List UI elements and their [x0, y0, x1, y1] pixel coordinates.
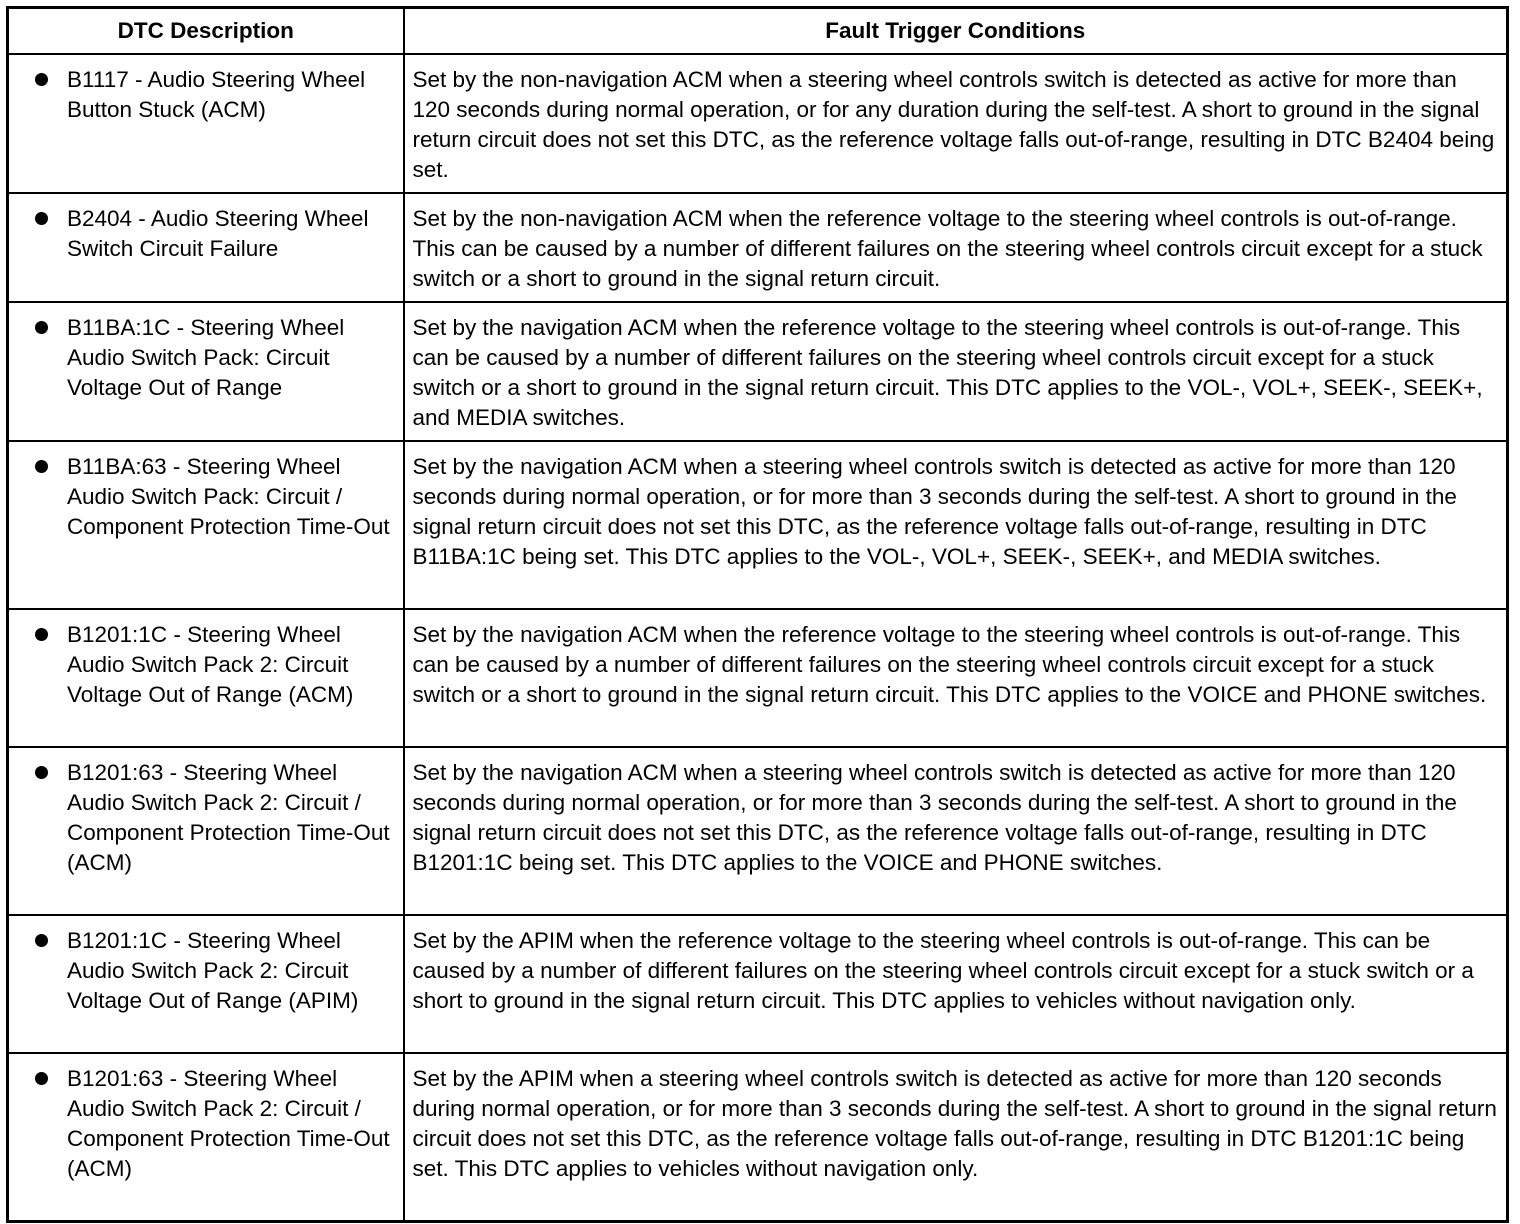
fault-conditions-cell: Set by the non-navigation ACM when the reference voltage to the steering wheel controls is out-of-range. This can be caused by a number of different failures on the steering wheel controls circuit except for a stuck switch or a short to ground in the signal return circuit. — [404, 193, 1508, 302]
dtc-description: B1201:1C - Steering Wheel Audio Switch Pack 2: Circuit Voltage Out of Range (ACM) — [67, 622, 354, 707]
bullet-icon — [35, 1072, 48, 1085]
dtc-description-cell — [8, 193, 404, 302]
bullet-icon — [35, 73, 48, 86]
dtc-description-cell — [8, 609, 404, 747]
dtc-description-cell — [8, 747, 404, 915]
bullet-icon — [35, 766, 48, 779]
dtc-description: B1201:1C - Steering Wheel Audio Switch Pack 2: Circuit Voltage Out of Range (APIM) — [67, 928, 359, 1013]
dtc-description-cell — [8, 915, 404, 1053]
fault-conditions-cell: Set by the APIM when the reference voltage to the steering wheel controls is out-of-range. This can be caused by a number of different failures on the steering wheel controls circuit except for a stuck switch or a short to ground in the signal return circuit. This DTC applies to vehicles without navigation only. — [404, 915, 1508, 1053]
fault-conditions-cell: Set by the non-navigation ACM when a steering wheel controls switch is detected as active for more than 120 seconds during normal operation, or for any duration during the self-test. A short to ground in the signal return circuit does not set this DTC, as the reference voltage falls out-of-range, resulting in DTC B2404 being set. — [404, 54, 1508, 193]
table-row — [8, 747, 1508, 915]
dtc-description-cell — [8, 1053, 404, 1221]
table-row — [8, 1053, 1508, 1221]
dtc-description-cell — [8, 441, 404, 609]
bullet-icon — [35, 321, 48, 334]
table-row — [8, 302, 1508, 441]
table-row — [8, 441, 1508, 609]
dtc-description-cell — [8, 54, 404, 193]
table-row — [8, 193, 1508, 302]
dtc-description: B1201:63 - Steering Wheel Audio Switch Pack 2: Circuit / Component Protection Time-Out (ACM) — [67, 1066, 390, 1181]
dtc-description-cell — [8, 302, 404, 441]
header-row — [8, 8, 1508, 55]
bullet-icon — [35, 460, 48, 473]
fault-conditions-cell: Set by the APIM when a steering wheel controls switch is detected as active for more than 120 seconds during normal operation, or for more than 3 seconds during the self-test. A short to ground in the signal return circuit does not set this DTC, as the reference voltage falls out-of-range, resulting in DTC B1201:1C being set. This DTC applies to vehicles without navigation only. — [404, 1053, 1508, 1221]
table-row — [8, 609, 1508, 747]
fault-conditions-cell: Set by the navigation ACM when a steering wheel controls switch is detected as active for more than 120 seconds during normal operation, or for more than 3 seconds during the self-test. A short to ground in the signal return circuit does not set this DTC, as the reference voltage falls out-of-range, resulting in DTC B1201:1C being set. This DTC applies to the VOICE and PHONE switches. — [404, 747, 1508, 915]
bullet-icon — [35, 212, 48, 225]
fault-conditions-cell: Set by the navigation ACM when a steering wheel controls switch is detected as active for more than 120 seconds during normal operation, or for more than 3 seconds during the self-test. A short to ground in the signal return circuit does not set this DTC, as the reference voltage falls out-of-range, resulting in DTC B11BA:1C being set. This DTC applies to the VOL-, VOL+, SEEK-, SEEK+, and MEDIA switches. — [404, 441, 1508, 609]
dtc-table — [6, 6, 1509, 1223]
dtc-description: B11BA:1C - Steering Wheel Audio Switch Pack: Circuit Voltage Out of Range — [67, 315, 345, 400]
bullet-icon — [35, 628, 48, 641]
fault-conditions-cell: Set by the navigation ACM when the reference voltage to the steering wheel controls is out-of-range. This can be caused by a number of different failures on the steering wheel controls circuit except for a stuck switch or a short to ground in the signal return circuit. This DTC applies to the VOICE and PHONE switches. — [404, 609, 1508, 747]
dtc-description: B11BA:63 - Steering Wheel Audio Switch Pack: Circuit / Component Protection Time-Out — [67, 454, 390, 539]
header-fault-trigger-conditions: Fault Trigger Conditions — [404, 8, 1508, 55]
header-dtc-description: DTC Description — [8, 8, 404, 55]
fault-conditions-cell: Set by the navigation ACM when the reference voltage to the steering wheel controls is out-of-range. This can be caused by a number of different failures on the steering wheel controls circuit except for a stuck switch or a short to ground in the signal return circuit. This DTC applies to the VOL-, VOL+, SEEK-, SEEK+, and MEDIA switches. — [404, 302, 1508, 441]
dtc-description: B2404 - Audio Steering Wheel Switch Circuit Failure — [67, 206, 369, 261]
dtc-description: B1201:63 - Steering Wheel Audio Switch Pack 2: Circuit / Component Protection Time-Out (ACM) — [67, 760, 390, 875]
table-row — [8, 915, 1508, 1053]
table-row — [8, 54, 1508, 193]
dtc-description: B1117 - Audio Steering Wheel Button Stuck (ACM) — [67, 67, 366, 122]
bullet-icon — [35, 934, 48, 947]
